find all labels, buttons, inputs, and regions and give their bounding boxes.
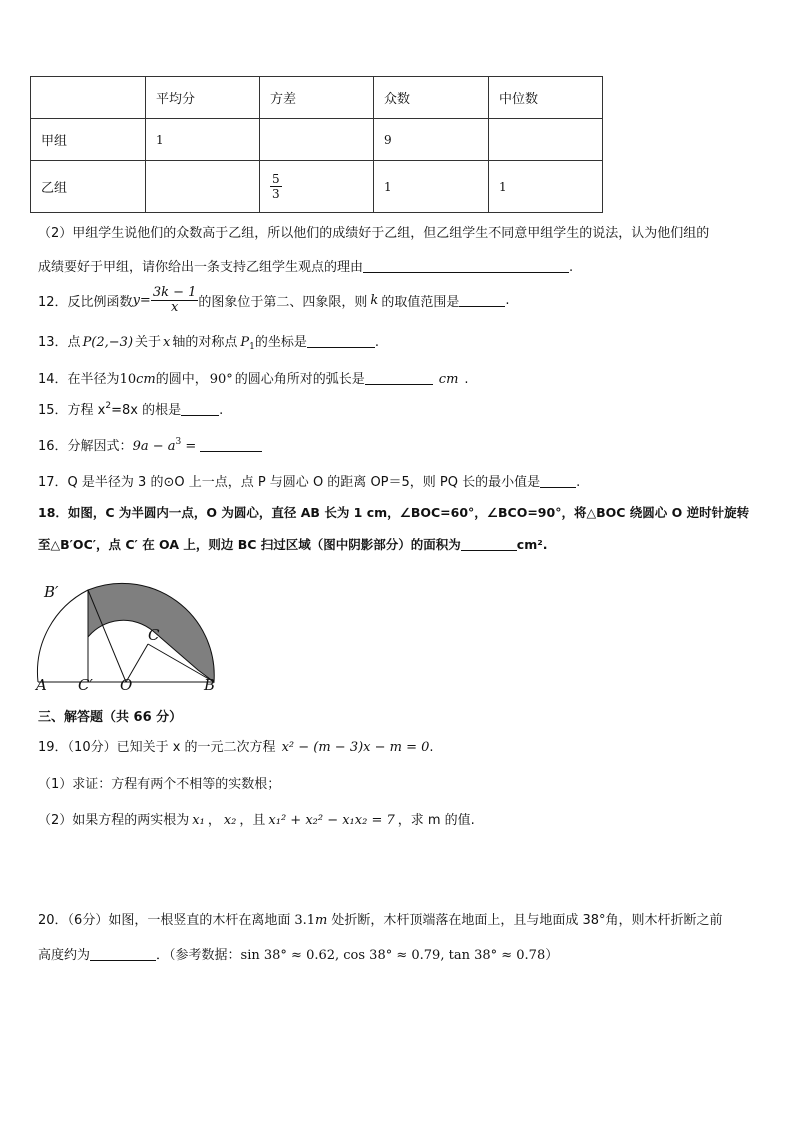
table-cell bbox=[489, 119, 603, 161]
answer-blank bbox=[307, 334, 375, 348]
q12-equals: = bbox=[139, 292, 151, 308]
answer-blank bbox=[461, 537, 517, 551]
question-14 bbox=[38, 368, 469, 387]
q11-part2-line1: （2）甲组学生说他们的众数高于乙组，所以他们的成绩好于乙组，但乙组学生不同意甲组学生的说法，认为他们组的 bbox=[38, 226, 710, 241]
fraction-numerator: 5 bbox=[272, 172, 280, 186]
q12-text: 的图象位于第二、四象限，则 bbox=[198, 294, 368, 310]
answer-blank bbox=[459, 293, 505, 307]
fraction-denominator: x bbox=[170, 299, 179, 315]
table-cell: 9 bbox=[374, 119, 489, 161]
question-18-line1 bbox=[38, 503, 749, 521]
question-13 bbox=[38, 331, 379, 350]
table-cell: 1 bbox=[374, 161, 489, 213]
question-20-line2 bbox=[38, 944, 558, 963]
q16-superscript: 3 bbox=[175, 437, 182, 447]
statistics-table bbox=[30, 76, 603, 213]
answer-blank bbox=[365, 371, 433, 385]
q17-text: Q 是半径为 3 的⊙O 上一点，点 P 与圆心 O 的距离 OP＝5，则 PQ 长的最小值是 bbox=[67, 475, 541, 490]
q20-score: （6分） bbox=[67, 913, 109, 928]
q19-x1: x₁ bbox=[192, 813, 205, 828]
q20-height: 3.1 bbox=[294, 913, 316, 928]
question-number: 17． bbox=[38, 475, 68, 490]
q18-unit: cm². bbox=[516, 537, 548, 552]
table-cell: 1 bbox=[146, 119, 260, 161]
q11-end: . bbox=[569, 260, 574, 275]
question-number: 20． bbox=[38, 913, 68, 928]
table-row bbox=[31, 119, 603, 161]
q19-part2-text: ，求 m 的值. bbox=[397, 813, 475, 828]
question-number: 19． bbox=[38, 740, 68, 755]
label-o: O bbox=[120, 676, 133, 694]
table-header-row bbox=[31, 77, 603, 119]
q15-text: 方程 x bbox=[67, 403, 106, 418]
q19-part1: （1）求证：方程有两个不相等的实数根； bbox=[38, 777, 281, 792]
q20-unit: m bbox=[315, 913, 328, 928]
table-header-cell: 平均分 bbox=[146, 77, 260, 119]
q20-reference-data: sin 38° ≈ 0.62, cos 38° ≈ 0.79, tan 38° ≈ 0.78 bbox=[240, 948, 546, 963]
q14-text: 的圆中， bbox=[155, 372, 208, 387]
q13-x: x bbox=[163, 335, 171, 350]
q14-radius: 10 bbox=[119, 372, 137, 387]
q19-text: 已知关于 x 的一元二次方程 bbox=[116, 740, 276, 755]
table-cell bbox=[146, 161, 260, 213]
q12-y: y bbox=[132, 292, 140, 308]
question-18-line2 bbox=[38, 535, 547, 553]
table-row-label: 甲组 bbox=[31, 119, 146, 161]
q17-end: . bbox=[576, 475, 581, 490]
q13-text: 点 bbox=[67, 335, 81, 350]
q14-end: . bbox=[464, 372, 469, 387]
q12-text: 的取值范围是 bbox=[381, 294, 460, 310]
q13-text: 轴的对称点 bbox=[172, 335, 238, 350]
question-number: 18． bbox=[38, 505, 68, 520]
q12-fraction bbox=[151, 286, 199, 315]
question-number: 15． bbox=[38, 403, 68, 418]
answer-blank bbox=[540, 474, 576, 488]
q12-end: . bbox=[505, 292, 510, 308]
label-b: B bbox=[204, 676, 216, 694]
label-c-prime: C′ bbox=[78, 676, 93, 694]
table-cell: 1 bbox=[489, 161, 603, 213]
label-b-prime: B′ bbox=[44, 583, 59, 601]
q15-end: . bbox=[219, 403, 224, 418]
q18-text: 至△B′OC′，点 C′ 在 OA 上，则边 BC 扫过区域（图中阴影部分）的面积为 bbox=[38, 537, 461, 552]
q13-text: 的坐标是 bbox=[254, 335, 307, 350]
section-title: 三、解答题（共 66 分） bbox=[38, 710, 183, 725]
q20-text: ） bbox=[545, 948, 559, 963]
q16-expression: 9a − a bbox=[132, 439, 176, 454]
table-row-label: 乙组 bbox=[31, 161, 146, 213]
q14-text: 的圆心角所对的弧长是 bbox=[234, 372, 365, 387]
q12-text: 反比例函数 bbox=[67, 294, 133, 310]
answer-blank bbox=[363, 259, 569, 273]
table-header-cell: 众数 bbox=[374, 77, 489, 119]
q19-score: （10分） bbox=[67, 740, 117, 755]
q13-p1: P bbox=[240, 335, 250, 350]
q19-equation: x² − (m − 3)x − m = 0 bbox=[281, 740, 430, 755]
q13-p1-subscript: 1 bbox=[249, 342, 255, 352]
q15-text: =8x 的根是 bbox=[111, 403, 182, 418]
table-header-cell: 方差 bbox=[260, 77, 374, 119]
answer-blank bbox=[90, 947, 156, 961]
table-row bbox=[31, 161, 603, 213]
fraction-denominator: 3 bbox=[272, 187, 280, 201]
q19-part2: （2）如果方程的两实根为 x₁ ， x₂ ，且 x₁² + x₂² − x₁x₂ = 7 ，求 m 的值. bbox=[38, 813, 475, 828]
question-17 bbox=[38, 471, 580, 490]
q18-text: 如图，C 为半圆内一点，O 为圆心，直径 AB 长为 1 cm，∠BOC=60°，∠BCO=90°，将△BOC 绕圆心 O 逆时针旋转 bbox=[67, 505, 750, 520]
variance-fraction bbox=[270, 172, 282, 201]
question-number: 13． bbox=[38, 335, 68, 350]
table-cell bbox=[260, 119, 374, 161]
question-12 bbox=[38, 282, 509, 318]
semicircle-figure bbox=[30, 562, 230, 694]
q15-superscript: 2 bbox=[105, 401, 112, 411]
answer-blank bbox=[181, 402, 219, 416]
q19-x2: x₂ bbox=[223, 813, 237, 828]
table-header-cell: 中位数 bbox=[489, 77, 603, 119]
q14-angle: 90° bbox=[209, 372, 233, 387]
q16-equals: = bbox=[181, 439, 201, 454]
q13-point: P(2,−3) bbox=[82, 335, 134, 350]
q12-k: k bbox=[370, 292, 379, 308]
q19-part2-text: （2）如果方程的两实根为 bbox=[38, 813, 190, 828]
question-20-line1 bbox=[38, 909, 723, 928]
q20-text: 高度约为 bbox=[38, 948, 91, 963]
question-19 bbox=[38, 736, 434, 755]
question-16 bbox=[38, 435, 262, 454]
question-number: 14． bbox=[38, 372, 68, 387]
semicircle-arc bbox=[37, 590, 88, 682]
q14-unit: cm bbox=[438, 372, 459, 387]
q20-text: ．（参考数据： bbox=[156, 948, 241, 963]
table-header-cell bbox=[31, 77, 146, 119]
question-15 bbox=[38, 399, 223, 418]
question-number: 12． bbox=[38, 294, 68, 310]
question-number: 16． bbox=[38, 439, 68, 454]
answer-blank bbox=[200, 438, 262, 452]
q20-text: 处折断，木杆顶端落在地面上，且与地面成 38°角，则木杆折断之前 bbox=[331, 913, 723, 928]
q11-part2-line2-text: 成绩要好于甲组，请你给出一条支持乙组学生观点的理由 bbox=[38, 260, 364, 275]
fraction-numerator: 3k − 1 bbox=[152, 284, 197, 300]
q19-end: . bbox=[429, 740, 434, 755]
label-a: A bbox=[36, 676, 47, 694]
q20-text: 如图，一根竖直的木杆在离地面 bbox=[108, 913, 291, 928]
q14-unit: cm bbox=[136, 372, 156, 387]
q11-part2-line2 bbox=[38, 256, 573, 275]
q14-text: 在半径为 bbox=[67, 372, 120, 387]
q13-end: . bbox=[374, 335, 380, 350]
q13-text: 关于 bbox=[135, 335, 162, 350]
label-c: C bbox=[148, 626, 160, 644]
table-cell bbox=[260, 161, 374, 213]
q19-part2-text: ，且 bbox=[239, 813, 266, 828]
q19-condition: x₁² + x₂² − x₁x₂ = 7 bbox=[268, 813, 395, 828]
q16-text: 分解因式： bbox=[67, 439, 133, 454]
